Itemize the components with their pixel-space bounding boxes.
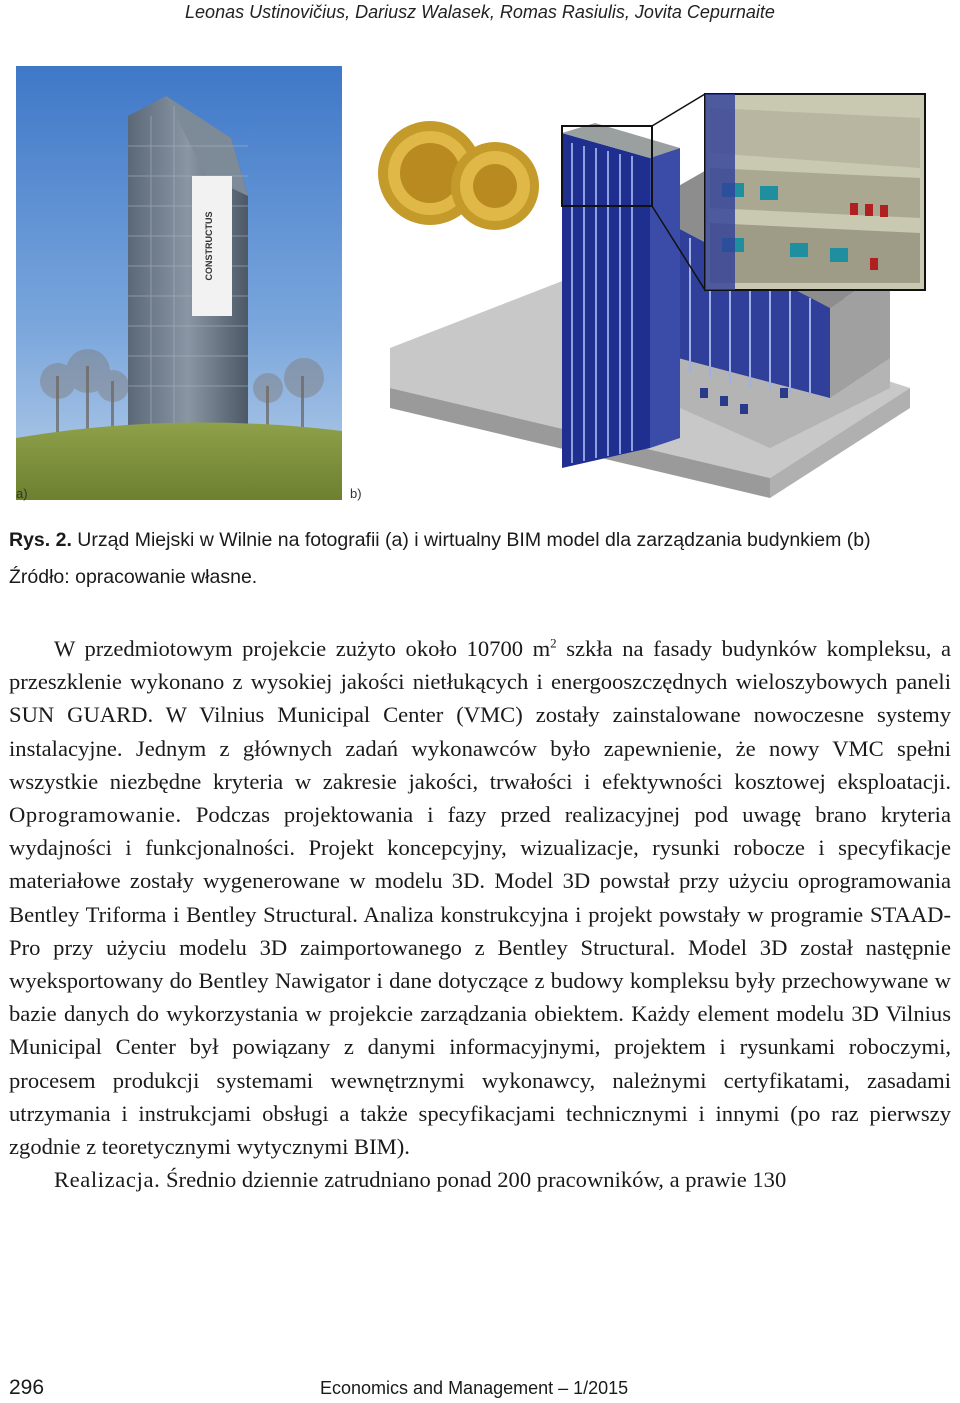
p2-text: Średnio dziennie zatrudniano ponad 200 pracowników, a prawie 130 (160, 1167, 787, 1193)
p2-term: Realizacja. (54, 1167, 161, 1193)
label-a: a) (16, 486, 28, 501)
caption-label: Rys. 2. (9, 529, 72, 551)
running-header: Leonas Ustinovičius, Dariusz Walasek, Romas Rasiulis, Jovita Cepurnaite (185, 2, 775, 22)
figure-caption (9, 523, 871, 557)
paragraph-1 (9, 632, 951, 1163)
p1-part-a: W przedmiotowym projekcie zużyto około 10700 m (54, 636, 551, 661)
caption-text: Urząd Miejski w Wilnie na fotografii (a) i wirtualny BIM model dla zarządzania budynkiem (b) (71, 529, 871, 551)
body-text (9, 632, 951, 1196)
p1-part-b: szkła na fasady budynków kompleksu, a przeszklenie wykonano z wysokiej jakości nietłukących i energooszczędnych wieloszybowych paneli SUN GUARD. W Vilnius Municipal Center (VMC) zostały zainstalowane nowoczesne systemy instalacyjne. Jednym z głównych zadań wykonawców było zapewnienie, że nowy VMC spełni wszystkie niezbędne kryteria w zakresie jakości, trwałości i efektywności kosztowej eksploatacji. (9, 636, 951, 794)
journal-footer: Economics and Management – 1/2015 (320, 1378, 629, 1398)
page-number: 296 (9, 1376, 45, 1399)
bim-model-render (350, 58, 930, 514)
figure (0, 58, 960, 518)
figure-source: Źródło: opracowanie własne. (9, 566, 258, 588)
building-photo (16, 66, 342, 500)
p1-part-c: Podczas projektowania i fazy przed realizacyjnej pod uwagę brano kryteria wydajności i funkcjonalności. Projekt koncepcyjny, wizualizacje, rysunki robocze i specyfikacje materiałowe zostały wygenerowane w modelu 3D. Model 3D powstał przy użyciu oprogramowania Bentley Triforma i Bentley Structural. Analiza konstrukcyjna i projekt powstały w programie STAAD-Pro przy użyciu modelu 3D zaimportowanego z Bentley Structural. Model 3D został następnie wyeksportowany do Bentley Nawigator i dane dotyczące z budowy kompleksu były przechowywane w bazie danych do wykorzystania w projekcie zarządzania obiektem. Każdy element modelu 3D Vilnius Municipal Center był powiązany z danymi informacyjnymi, projektem i rysunkami roboczymi, procesem produkcji systemami wewnętrznymi wykonawcy, należnymi certyfikatami, zasadami utrzymania i instrukcjami obsługi a także specyfikacjami technicznymi i innymi (po raz pierwszy zgodnie z teoretycznymi wytycznymi BIM). (9, 802, 951, 1160)
banner-text: CONSTRUCTUS (204, 211, 214, 281)
p1-superscript: 2 (550, 635, 557, 651)
paragraph-2 (9, 1163, 951, 1196)
label-b: b) (350, 486, 362, 501)
p1-term: Oprogramowanie. (9, 802, 182, 828)
